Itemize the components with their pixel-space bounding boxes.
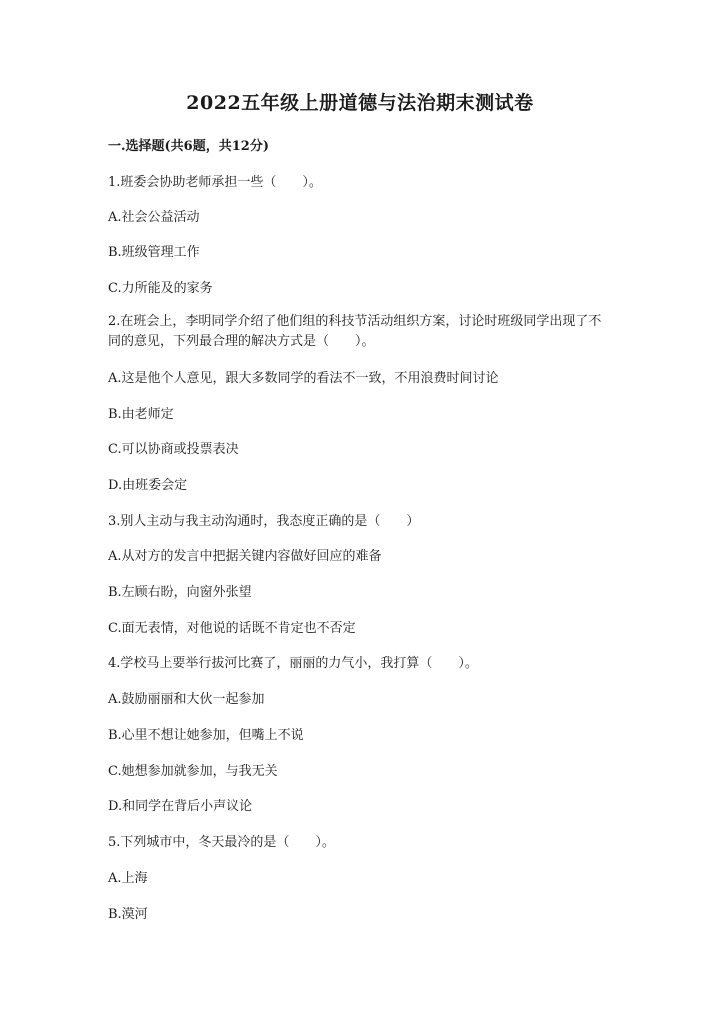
- question-1-option-c: C.力所能及的家务: [108, 281, 213, 296]
- question-2-stem: 2.在班会上，李明同学介绍了他们组的科技节活动组织方案，讨论时班级同学出现了不同的意见，下列最合理的解决方式是（ ）。: [108, 314, 602, 349]
- question-3-stem: 3.别人主动与我主动沟通时，我态度正确的是（ ）: [108, 514, 420, 529]
- question-1-option-a: A.社会公益活动: [108, 210, 200, 225]
- question-4-option-b: B.心里不想让她参加，但嘴上不说: [108, 728, 304, 743]
- question-1-option-b: B.班级管理工作: [108, 245, 200, 260]
- question-5-option-b: B.漠河: [108, 907, 148, 922]
- question-3-option-c: C.面无表情，对他说的话既不肯定也不否定: [108, 621, 356, 636]
- question-2-option-a: A.这是他个人意见，跟大多数同学的看法不一致，不用浪费时间讨论: [108, 371, 499, 386]
- question-4-option-d: D.和同学在背后小声议论: [108, 799, 253, 814]
- section-heading: 一.选择题(共6题，共12分): [108, 139, 269, 154]
- question-2-option-c: C.可以协商或投票表决: [108, 442, 239, 457]
- question-2-option-d: D.由班委会定: [108, 478, 188, 493]
- question-1-stem: 1.班委会协助老师承担一些（ ）。: [108, 175, 322, 190]
- question-3-option-b: B.左顾右盼，向窗外张望: [108, 585, 252, 600]
- question-3-option-a: A.从对方的发言中把据关键内容做好回应的难备: [108, 549, 382, 564]
- question-2-option-b: B.由老师定: [108, 407, 174, 422]
- page-title: 2022五年级上册道德与法治期末测试卷: [186, 92, 534, 114]
- question-5-stem: 5.下列城市中，冬天最冷的是（ ）。: [108, 835, 335, 850]
- question-4-option-c: C.她想参加就参加，与我无关: [108, 764, 278, 779]
- question-5-option-a: A.上海: [108, 871, 148, 886]
- question-4-stem: 4.学校马上要举行拔河比赛了，丽丽的力气小，我打算（ ）。: [108, 656, 478, 671]
- question-4-option-a: A.鼓励丽丽和大伙一起参加: [108, 692, 265, 707]
